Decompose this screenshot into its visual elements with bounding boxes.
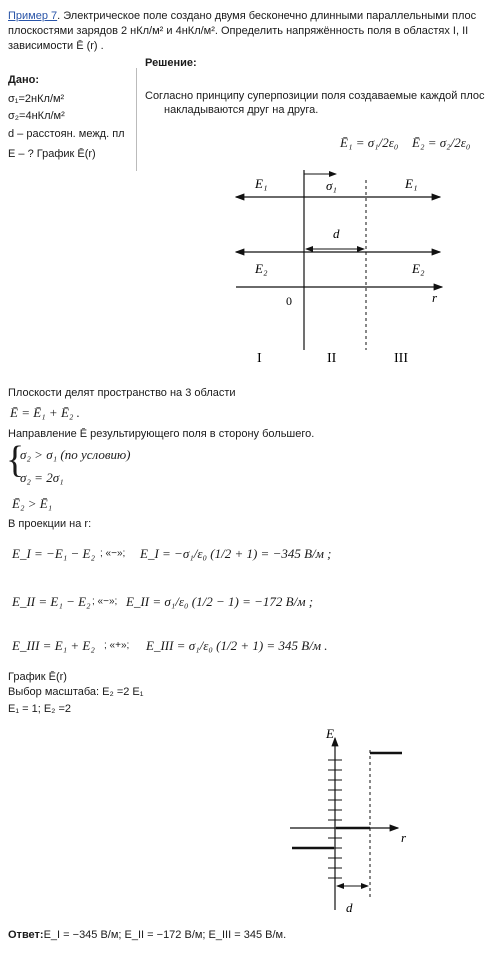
graph-E-axis-label: E (326, 726, 334, 741)
eq2-right: E_II = σ₁/ε₀ (1/2 − 1) = −172 В/м ; (126, 594, 314, 609)
header-line-1: . Электрическое поле создано двумя бесконечно длинными параллельными плос (57, 10, 477, 22)
given-d: d – расстоян. межд. пл (8, 128, 125, 140)
eq3-right: E_III = σ₁/ε₀ (1/2 + 1) = 345 В/м . (146, 638, 328, 653)
header-line-3: зависимости Ē (r) . (8, 40, 104, 52)
graph-d-label: d (346, 900, 353, 915)
condition-brace: { (6, 439, 25, 481)
eq1-sign: ; «−»; (100, 548, 126, 559)
values-text: E₁ = 1; E₂ =2 (8, 703, 72, 715)
diagram-region-I: I (257, 351, 262, 366)
direction-text: Направление Ē результирующего поля в сторону большего. (8, 428, 315, 440)
answer-text: E_I = −345 В/м; E_II = −172 В/м; E_III = 345 В/м. (43, 929, 287, 941)
field-diagram (0, 160, 500, 375)
answer-label: Ответ: (8, 929, 44, 941)
example-link[interactable]: Пример 7 (8, 10, 58, 22)
given-sigma2: σ₂=4нКл/м² (8, 110, 65, 122)
eq1-left: E_I = −E₁ − E₂ (12, 546, 96, 561)
projection-text: В проекции на r: (8, 518, 92, 530)
graph-r-axis-label: r (401, 830, 407, 845)
superposition-eq: Ē = Ē₁ + Ē₂ . (10, 405, 80, 420)
solution-title: Решение: (145, 57, 197, 69)
solution-intro-1: Согласно принципу суперпозиции поля создаваемые каждой плос (145, 90, 485, 102)
answer (8, 929, 286, 941)
condition-2: σ₂ = 2σ₁ (20, 470, 64, 485)
field-graph (0, 720, 500, 920)
graph-title: График Ē(r) (8, 671, 67, 683)
diagram-E2-left: E₂ (255, 261, 268, 276)
given-find: Е – ? График Ē(r) (8, 148, 96, 160)
diagram-origin: 0 (286, 294, 292, 308)
solution-intro-2: накладываются друг на друга. (164, 104, 319, 116)
diagram-r-axis: r (432, 290, 438, 305)
diagram-region-II: II (327, 351, 337, 366)
eq3-left: E_III = E₁ + E₂ (12, 638, 95, 653)
diagram-d: d (333, 226, 340, 241)
formula-E1: Ē₁ = σ₁/2ε₀ (340, 135, 399, 150)
eq1-right: E_I = −σ₁/ε₀ (1/2 + 1) = −345 В/м ; (140, 546, 332, 561)
given-separator (136, 68, 137, 171)
given-sigma1: σ₁=2нКл/м² (8, 93, 65, 105)
diagram-sigma1: σ₁ (326, 178, 337, 193)
eq3-sign: ; «+»; (104, 640, 130, 651)
given-title: Дано: (8, 74, 39, 86)
scale-text: Выбор масштаба: E₂ =2 E₁ (8, 686, 144, 698)
diagram-E2-right: E₂ (412, 261, 425, 276)
problem-header (8, 10, 476, 22)
diagram-E1-right: E₁ (405, 176, 418, 191)
inequality: Ē₂ > Ē₁ (12, 496, 53, 511)
regions-text: Плоскости делят пространство на 3 области (8, 387, 236, 399)
diagram-region-III: III (394, 351, 408, 366)
eq2-sign: ; «−»; (92, 596, 118, 607)
header-line-2: плоскостями зарядов 2 нКл/м² и 4нКл/м². Определить напряжённость поля в областях I, II (8, 25, 469, 37)
diagram-E1-left: E₁ (255, 176, 268, 191)
condition-1: σ₂ > σ₁ (по условию) (20, 447, 131, 462)
formula-E2: Ē₂ = σ₂/2ε₀ (412, 135, 471, 150)
eq2-left: E_II = E₁ − E₂ (12, 594, 91, 609)
